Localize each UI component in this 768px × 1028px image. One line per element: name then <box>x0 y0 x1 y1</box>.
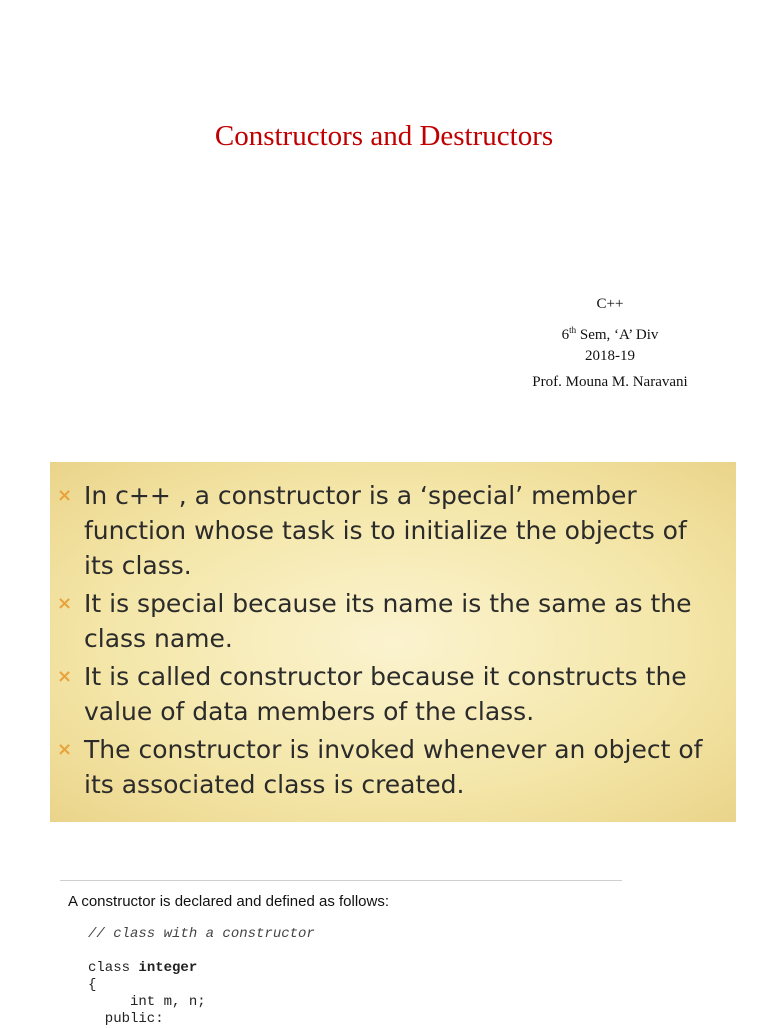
textbook-excerpt <box>60 880 622 1028</box>
bullet-item: × It is called constructor because it constructs the value of data members of the class. <box>84 659 716 729</box>
bullet-item: × In c++ , a constructor is a ‘special’ member function whose task is to initialize the objects of its class. <box>84 478 716 583</box>
meta-author: Prof. Mouna M. Naravani <box>532 374 688 390</box>
bullet-item: × The constructor is invoked whenever an object of its associated class is created. <box>84 732 716 802</box>
code-members: int m, n; <box>88 994 206 1010</box>
code-comment: // class with a constructor <box>88 926 315 942</box>
title-meta <box>480 291 740 395</box>
code-class-name: integer <box>138 960 198 976</box>
bullet-x-icon: × <box>57 739 73 760</box>
bullet-x-icon: × <box>57 666 73 687</box>
code-brace: { <box>88 977 97 993</box>
code-partial-line: public: <box>88 1011 164 1027</box>
meta-year: 2018-19 <box>585 348 635 364</box>
bullet-item: × It is special because its name is the same as the class name. <box>84 586 716 656</box>
meta-semester: 6th Sem, ‘A’ Div <box>561 325 659 343</box>
bullet-list <box>50 462 736 802</box>
page-title: Constructors and Destructors <box>214 120 554 152</box>
constructor-definition-slide <box>50 462 736 822</box>
bullet-x-icon: × <box>57 593 73 614</box>
code-snippet <box>88 926 622 1028</box>
bullet-x-icon: × <box>57 485 73 506</box>
meta-subject: C++ <box>596 296 624 312</box>
code-keyword: class <box>88 960 139 976</box>
excerpt-intro: A constructor is declared and defined as follows: <box>68 893 390 910</box>
